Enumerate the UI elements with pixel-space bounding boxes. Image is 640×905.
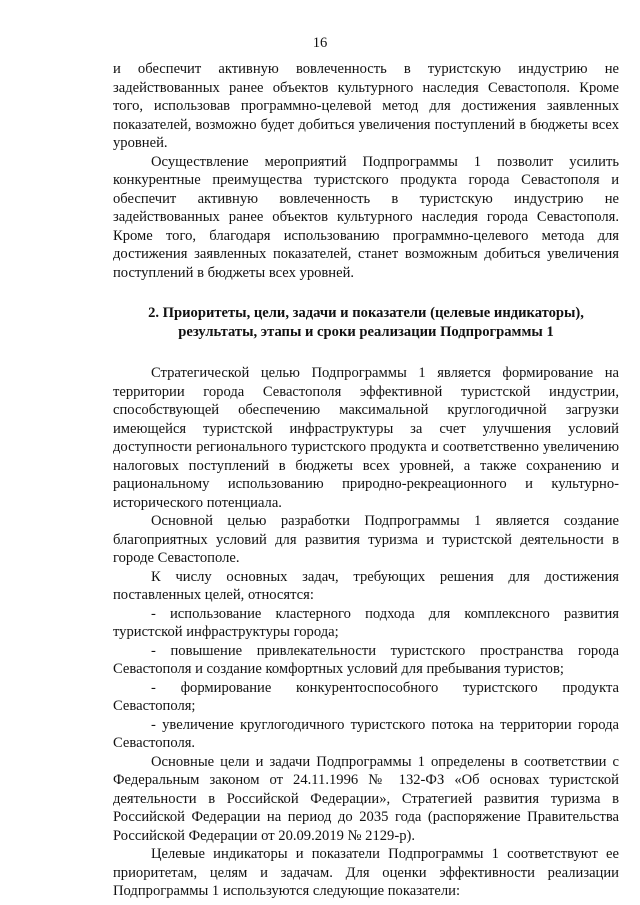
document-body bbox=[113, 60, 619, 901]
page-number: 16 bbox=[312, 35, 328, 51]
task-list-item: - использование кластерного подхода для комплексного развития туристской инфраструктуры города; bbox=[113, 605, 619, 640]
paragraph: Стратегической целью Подпрограммы 1 является формирование на территории города Севастополя эффективной туристской индустрии, способствующей обеспечению максимальной круглогодичной загрузки имеющейся туристской инфраструктуры за счет улучшения условий доступности регионального туристского продукта и соответственно увеличению налоговых поступлений в бюджеты всех уровней, а также сохранению и рациональному использованию природно-рекреационного и культурно-исторического потенциала. bbox=[113, 365, 619, 511]
paragraph-continuation: и обеспечит активную вовлеченность в туристскую индустрию не задействованных ранее объектов культурного наследия Севастополя. Кроме того, использовав программно-целевой метод для достижения заявленных показателей, возможно будет добиться увеличения поступлений в бюджеты всех уровней. bbox=[113, 61, 619, 151]
section-heading: 2. Приоритеты, цели, задачи и показатели (целевые индикаторы), результаты, этапы и сроки реализации Подпрограммы 1 bbox=[148, 305, 584, 340]
paragraph: Осуществление мероприятий Подпрограммы 1 позволит усилить конкурентные преимущества туристского продукта города Севастополя и обеспечит активную вовлеченность в туристскую индустрию не задействованных ранее объектов культурного наследия города Севастополя. Кроме того, благодаря использованию программно-целевого метода для достижения заявленных показателей, станет возможным добиться увеличения поступлений в бюджеты всех уровней. bbox=[113, 153, 619, 281]
task-list-item: - формирование конкурентоспособного туристского продукта Севастополя; bbox=[113, 679, 619, 714]
paragraph: Основной целью разработки Подпрограммы 1 является создание благоприятных условий для развития туризма и туристской деятельности в городе Севастополе. bbox=[113, 513, 619, 566]
paragraph: Основные цели и задачи Подпрограммы 1 определены в соответствии с Федеральным законом от 24.11.1996 № 132-ФЗ «Об основах туристской деятельности в Российской Федерации», Стратегией развития туризма в Российской Федерации на период до 2035 года (распоряжение Правительства Российской Федерации от 20.09.2019 № 2129-р). bbox=[113, 753, 619, 844]
task-list-item: - увеличение круглогодичного туристского потока на территории города Севастополя. bbox=[113, 716, 619, 751]
task-list-item: - повышение привлекательности туристского пространства города Севастополя и создание комфортных условий для пребывания туристов; bbox=[113, 642, 619, 677]
paragraph: К числу основных задач, требующих решения для достижения поставленных целей, относятся: bbox=[113, 568, 619, 603]
paragraph: Целевые индикаторы и показатели Подпрограммы 1 соответствуют ее приоритетам, целям и задачам. Для оценки эффективности реализации Подпрограммы 1 используются следующие показатели: bbox=[113, 846, 619, 899]
